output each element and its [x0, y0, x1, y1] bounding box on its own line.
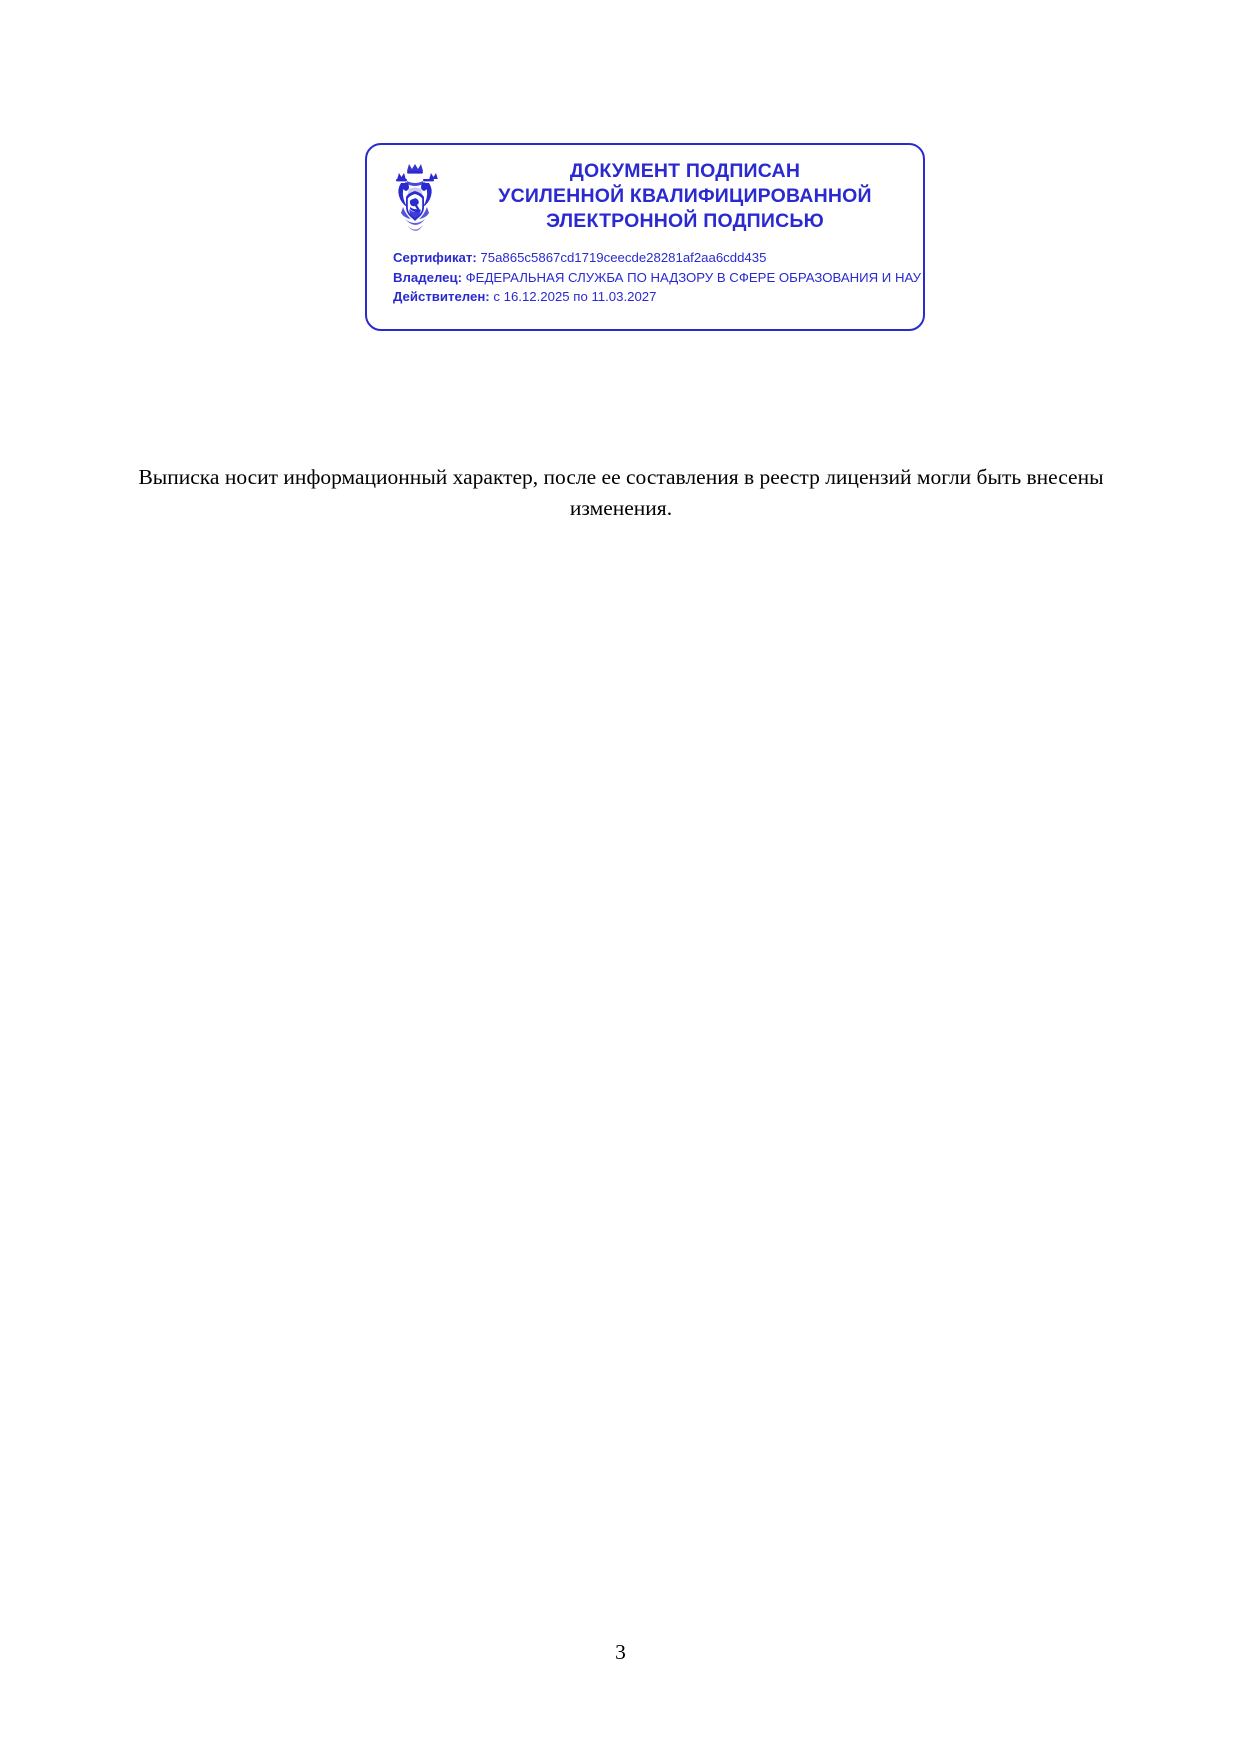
- stamp-certificate-label: Сертификат:: [393, 249, 477, 265]
- stamp-validity-label: Действителен:: [393, 289, 490, 305]
- stamp-certificate-value: 75a865c5867cd1719ceecde28281af2aa6cdd435: [480, 249, 767, 265]
- russian-coat-of-arms-icon: [383, 161, 447, 241]
- stamp-title: [457, 159, 913, 234]
- stamp-owner-value: ФЕДЕРАЛЬНАЯ СЛУЖБА ПО НАДЗОРУ В СФЕРЕ ОБРАЗОВАНИЯ И НАУ: [465, 269, 922, 285]
- stamp-details: [393, 248, 922, 307]
- stamp-owner-row: [393, 268, 925, 288]
- stamp-validity-row: [393, 287, 913, 307]
- page-number: 3: [615, 1640, 626, 1664]
- stamp-owner-label: Владелец:: [393, 269, 462, 285]
- stamp-title-line-2: УСИЛЕННОЙ КВАЛИФИЦИРОВАННОЙ: [498, 184, 872, 207]
- stamp-validity-value: с 16.12.2025 по 11.03.2027: [493, 289, 657, 305]
- electronic-signature-stamp: [365, 143, 925, 331]
- stamp-title-line-1: ДОКУМЕНТ ПОДПИСАН: [569, 160, 801, 182]
- informational-note: Выписка носит информационный характер, после ее составления в реестр лицензий могли быть внесены изменения.: [138, 465, 1104, 521]
- stamp-certificate-row: [393, 248, 913, 268]
- stamp-title-line-3: ЭЛЕКТРОННОЙ ПОДПИСЬЮ: [546, 209, 824, 232]
